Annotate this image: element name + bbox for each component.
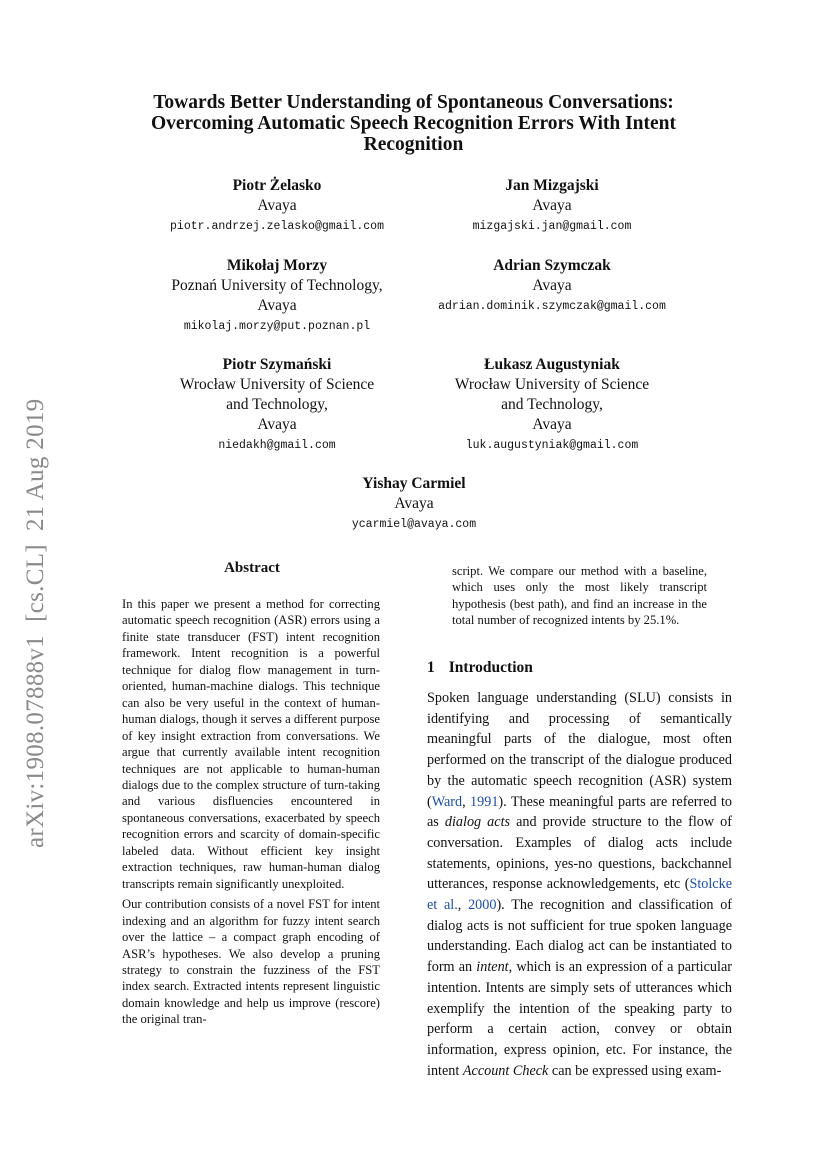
text-run: ). The recognition and classification of dialog acts is not sufficient for true spoken language understanding. Each dialog act can be instantiated to form an [427,897,733,976]
abstract-body [122,596,380,1028]
section-number: 1 [427,659,435,676]
author-block [155,176,399,238]
abstract-heading: Abstract [224,560,280,576]
author-name: Yishay Carmiel [362,475,466,492]
author-affiliation: Avaya [394,495,434,512]
title-line: Recognition [363,134,464,155]
citation-link[interactable] [432,794,499,810]
author-block [155,256,399,338]
abstract-paragraph: In this paper we present a method for correcting automatic speech recognition (ASR) errors using a finite state transducer (FST) intent recognition framework. Intent recognition is a powerful technique for dialog flow management in turn-oriented, human-machine dialogs. This technique can also be very useful in the context of human-human dialogs, though it serves a different purpose of key insight extraction from conversations. We argue that currently available intent recognition techniques are not applicable to human-human dialogs due to the complex structure of turn-taking and various disfluencies encountered in spontaneous conversations, exacerbated by speech recognition errors and scarcity of domain-specific labeled data. Without efficient key insight extraction techniques, raw human-human dialog transcripts remain significantly unexploited. [122,597,380,891]
author-email: niedakh@gmail.com [218,439,336,452]
author-block [155,355,399,457]
author-name: Łukasz Augustyniak [484,356,620,373]
author-block [430,176,674,238]
author-email: luk.augustyniak@gmail.com [465,439,639,452]
arxiv-identifier [16,360,50,850]
text-run: can be expressed using exam- [548,1062,722,1079]
emphasis: intent [476,959,509,976]
author-email: adrian.dominik.szymczak@gmail.com [438,300,666,313]
text-run: ). These meaningful parts are referred to as [427,793,733,831]
section-heading-introduction [427,659,533,677]
author-name: Mikołaj Morzy [226,257,328,274]
section-title: Introduction [448,659,533,676]
author-affiliation: and Technology, [501,396,603,413]
author-block [430,355,674,457]
introduction-body [427,688,732,1081]
abstract-continuation [452,563,707,629]
text-run: Spoken language understanding (SLU) consists in identifying and processing of semantically meaningful parts of the dialogue, most often performed on the transcript of the dialogue produced by the automatic speech recognition (ASR) system ( [427,690,732,810]
author-email: ycarmiel@avaya.com [351,518,477,531]
author-affiliation: Avaya [257,197,297,214]
author-affiliation: and Technology, [226,396,328,413]
title-line: Overcoming Automatic Speech Recognition Errors With Intent [150,113,677,134]
citation-author: Stolcke et al. [427,876,732,914]
author-affiliation: Avaya [532,277,572,294]
citation-author: Ward [431,793,463,810]
author-affiliation: Avaya [257,297,297,314]
text-run: and provide structure to the flow of conversation. Examples of dialog acts include statements, opinions, yes-no questions, backchannel utterances, response acknowledgements, etc ( [427,814,732,893]
author-affiliation: Avaya [532,197,572,214]
emphasis: Account Check [462,1062,549,1079]
paper-title [100,92,727,155]
author-block [292,474,536,536]
title-line: Towards Better Understanding of Spontaneous Conversations: [153,92,674,113]
author-name: Piotr Szymański [222,356,332,373]
text-run: , [457,897,469,914]
author-affiliation: Avaya [532,416,572,433]
author-name: Jan Mizgajski [505,177,599,194]
citation-year: 2000 [468,897,497,914]
author-affiliation: Poznań University of Technology, [171,277,383,294]
text-run: , [462,793,471,810]
author-affiliation: Avaya [257,416,297,433]
author-name: Piotr Żelasko [232,177,322,194]
abstract-paragraph: Our contribution consists of a novel FST for intent indexing and an algorithm for fuzzy intent search over the lattice – a compact graph encoding of ASR’s hypotheses. We also develop a pruning strategy to constrain the fuzziness of the FST index search. Extracted intents represent linguistic domain knowledge and help us improve (rescore) the original tran- [122,897,380,1027]
author-affiliation: Wrocław University of Science [454,376,650,393]
citation-year: 1991 [470,793,499,810]
author-email: mizgajski.jan@gmail.com [472,220,632,233]
text-run: , which is an expression of a particular intention. Intents are simply sets of utterances which exemplify the intention of the speaking party to perform a certain action, convey or obtain information, express opinion, etc. For instance, the intent [427,959,732,1079]
author-affiliation: Wrocław University of Science [179,376,375,393]
author-block [410,256,694,318]
author-email: mikolaj.morzy@put.poznan.pl [183,320,371,333]
introduction-paragraph [427,688,732,1081]
arxiv-identifier-text: arXiv:1908.07888v1 [cs.CL] 21 Aug 2019 [22,398,49,848]
author-email: piotr.andrzej.zelasko@gmail.com [170,220,384,233]
emphasis: dialog acts [444,814,511,831]
abstract-paragraph: script. We compare our method with a baseline, which uses only the most likely transcript hypothesis (best path), and find an increase in the total number of recognized intents by 25.1%. [452,564,707,628]
author-name: Adrian Szymczak [493,257,611,274]
